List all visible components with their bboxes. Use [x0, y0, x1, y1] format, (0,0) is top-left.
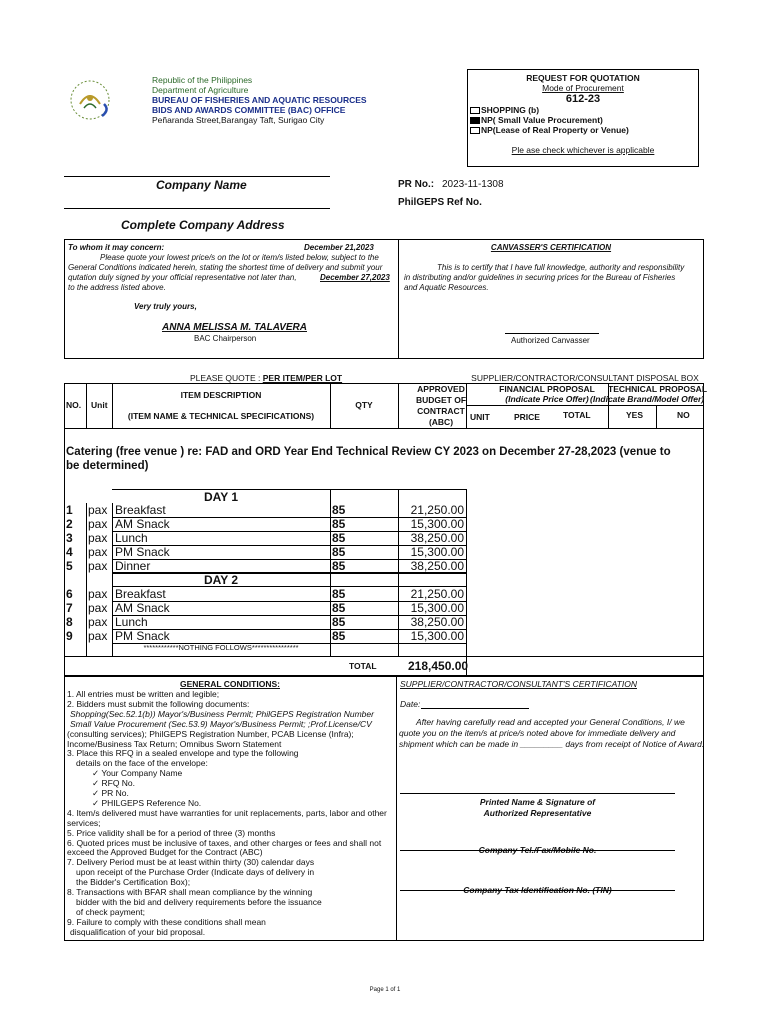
cell-qty: 85	[332, 629, 346, 643]
condition-line: 2. Bidders must submit the following documents:	[67, 698, 250, 709]
cell-abc: 15,300.00	[410, 629, 464, 643]
cell-desc: Lunch	[115, 615, 148, 629]
letter-line3: qutation duly signed by your official representative not later than,	[68, 273, 297, 282]
company-address-label: Complete Company Address	[121, 218, 285, 232]
pr-label: PR No.:	[398, 179, 435, 190]
signatory-title: BAC Chairperson	[194, 334, 257, 343]
cell-desc: AM Snack	[115, 517, 170, 531]
technical-proposal-title: TECHNICAL PROPOSAL	[608, 384, 708, 394]
header-department: Department of Agriculture	[152, 85, 249, 95]
total-value: 218,450.00	[408, 659, 469, 673]
canvasser-signature-label: Authorized Canvasser	[511, 336, 590, 345]
cell-qty: 85	[332, 531, 346, 545]
cell-desc: Breakfast	[115, 587, 166, 601]
supplier-cert-date: Date:	[400, 699, 421, 709]
bfar-logo	[66, 78, 114, 122]
page-number: Page 1 of 1	[369, 987, 401, 993]
letter-deadline: December 27,2023	[320, 273, 390, 282]
canvasser-line3: and Aquatic Resources.	[404, 283, 489, 292]
company-tel-label: Company Tel./Fax/Mobile No.	[478, 845, 597, 855]
day-1-label: DAY 1	[203, 490, 239, 504]
rfq-title: REQUEST FOR QUOTATION	[526, 73, 640, 83]
cell-abc: 15,300.00	[410, 545, 464, 559]
cell-desc: Lunch	[115, 531, 148, 545]
cell-abc: 15,300.00	[410, 601, 464, 615]
nothing-follows: ************NOTHING FOLLOWS****************	[143, 643, 299, 652]
col-item-description: ITEM DESCRIPTION	[180, 390, 262, 400]
condition-line: ✓ Your Company Name	[92, 768, 183, 779]
supplier-cert-title: SUPPLIER/CONTRACTOR/CONSULTANT'S CERTIFICATION	[400, 679, 637, 689]
condition-line: upon receipt of the Purchase Order (Indicate days of delivery in	[76, 867, 315, 878]
condition-line: (consulting services); PhilGEPS Registration Number, PCAB License (Infra);	[67, 728, 354, 739]
col-no-tech: NO	[677, 410, 690, 420]
col-total: TOTAL	[563, 410, 591, 420]
pr-value: 2023-11-1308	[442, 179, 504, 190]
condition-line: 9. Failure to comply with these conditions shall mean	[67, 916, 266, 927]
checkbox-icon[interactable]	[470, 107, 480, 114]
cell-qty: 85	[332, 559, 346, 573]
condition-line: disqualification of your bid proposal.	[70, 926, 206, 937]
cell-abc: 38,250.00	[410, 559, 464, 573]
cell-unit: pax	[88, 615, 108, 629]
col-unit-price-unit: UNIT	[470, 412, 490, 422]
cell-desc: Dinner	[115, 559, 151, 573]
cell-no: 3	[66, 531, 73, 545]
header-bureau: BUREAU OF FISHERIES AND AQUATIC RESOURCES	[152, 95, 367, 105]
rfq-option[interactable]: NP(Lease of Real Property or Venue)	[470, 125, 629, 135]
cell-qty: 85	[332, 517, 346, 531]
condition-line: Shopping(Sec.52.1(b)) Mayor's/Business Permit; PhilGEPS Registration Number	[70, 708, 374, 719]
technical-proposal-sub: (Indicate Brand/Model Offer)	[590, 394, 705, 404]
header-country: Republic of the Philippines	[152, 75, 253, 85]
condition-line: 1. All entries must be written and legible;	[67, 689, 220, 699]
rfq-note: Ple ase check whichever is applicable	[511, 145, 655, 155]
supplier-sig-name: Printed Name & Signature of	[479, 797, 596, 807]
condition-line: ✓ PHILGEPS Reference No.	[92, 797, 202, 808]
condition-line: exceed the Approved Budget for the Contract (ABC)	[67, 847, 263, 858]
conditions-title: GENERAL CONDITIONS:	[180, 679, 280, 689]
cell-qty: 85	[332, 587, 346, 601]
condition-line: services;	[67, 817, 101, 828]
project-title: Catering (free venue ) re: FAD and ORD Year End Technical Review CY 2023 on December 27-28,2023 (venue to be determined)	[66, 446, 671, 472]
supplier-cert-line1: After having carefully read and accepted your General Conditions, I/ we	[416, 717, 685, 727]
condition-line: Income/Business Tax Return; Omnibus Sworn Statement	[67, 738, 282, 749]
cell-unit: pax	[88, 503, 108, 517]
cell-no: 9	[66, 629, 73, 643]
supplier-cert-line2: quote you on the item/s at price/s noted above for immediate delivery and	[399, 728, 676, 738]
cell-unit: pax	[88, 545, 108, 559]
cell-unit: pax	[88, 587, 108, 601]
cell-desc: Breakfast	[115, 503, 166, 517]
cell-no: 8	[66, 615, 73, 629]
cell-desc: PM Snack	[115, 545, 170, 559]
rfq-option[interactable]: SHOPPING (b)	[470, 105, 539, 115]
condition-line: 4. Item/s delivered must have warranties for unit replacements, parts, labor and other	[67, 807, 387, 818]
cell-desc: AM Snack	[115, 601, 170, 615]
col-abc-2: BUDGET OF	[415, 395, 467, 405]
cell-abc: 38,250.00	[410, 531, 464, 545]
cell-no: 5	[66, 559, 73, 573]
condition-line: 5. Price validity shall be for a period of three (3) months	[67, 827, 276, 838]
col-abc-3: CONTRACT	[417, 406, 465, 416]
financial-proposal-title: FINANCIAL PROPOSAL	[499, 384, 595, 394]
canvasser-line1: This is to certify that I have full knowledge, authority and responsibility	[437, 263, 685, 272]
cell-qty: 85	[332, 601, 346, 615]
day-2-label: DAY 2	[203, 573, 239, 587]
col-abc-4: (ABC)	[428, 417, 454, 427]
financial-proposal-sub: (Indicate Price Offer)	[505, 394, 589, 404]
cell-qty: 85	[332, 503, 346, 517]
signatory-name: ANNA MELISSA M. TALAVERA	[162, 322, 307, 333]
cell-unit: pax	[88, 559, 108, 573]
col-no: NO.	[66, 400, 82, 410]
col-qty: QTY	[355, 400, 373, 410]
col-unit: Unit	[91, 400, 108, 410]
cell-no: 2	[66, 517, 73, 531]
rfq-number: 612-23	[565, 93, 601, 105]
condition-line: 6. Quoted prices must be inclusive of taxes, and other charges or fees and shall not	[67, 837, 382, 848]
philgeps-label: PhilGEPS Ref No.	[398, 197, 482, 208]
letter-closing: Very truly yours,	[134, 302, 197, 311]
letter-line1: Please quote your lowest price/s on the lot or item/s listed below, subject to the	[100, 253, 379, 262]
cell-no: 1	[66, 503, 73, 517]
cell-abc: 21,250.00	[410, 503, 464, 517]
condition-line: ✓ RFQ No.	[92, 778, 136, 789]
total-label: TOTAL	[349, 661, 377, 671]
cell-unit: pax	[88, 629, 108, 643]
condition-line: 8. Transactions with BFAR shall mean compliance by the winning	[67, 887, 313, 897]
cell-no: 4	[66, 545, 73, 559]
cell-qty: 85	[332, 615, 346, 629]
please-quote: PLEASE QUOTE : PER ITEM/PER LOT	[190, 373, 343, 383]
col-abc-1: APPROVED	[417, 384, 465, 394]
cell-no: 7	[66, 601, 73, 615]
condition-line: 3. Place this RFQ in a sealed envelope and type the following	[67, 748, 299, 759]
condition-line: details on the face of the envelope:	[76, 758, 208, 769]
cell-unit: pax	[88, 531, 108, 545]
cell-desc: PM Snack	[115, 629, 170, 643]
cell-abc: 38,250.00	[410, 615, 464, 629]
col-item-description-sub: (ITEM NAME & TECHNICAL SPECIFICATIONS)	[127, 411, 315, 421]
col-price: PRICE	[514, 412, 540, 422]
cell-qty: 85	[332, 545, 346, 559]
condition-line: ✓ PR No.	[92, 788, 129, 798]
cell-unit: pax	[88, 517, 108, 531]
condition-line: bidder with the bid and delivery requirements before the issuance	[76, 896, 322, 907]
canvasser-title: CANVASSER'S CERTIFICATION	[490, 243, 612, 252]
supplier-cert-line3: shipment which can be made in _________ days from receipt of Notice of Award.	[399, 739, 705, 749]
condition-line: 7. Delivery Period must be at least within thirty (30) calendar days	[67, 857, 315, 868]
letter-salutation: To whom it may concern:	[68, 243, 165, 252]
header-address: Peñaranda Street,Barangay Taft, Surigao City	[152, 115, 325, 125]
rfq-option[interactable]: NP( Small Value Procurement)	[470, 115, 603, 125]
header-office: BIDS AND AWARDS COMMITTEE (BAC) OFFICE	[152, 105, 346, 115]
checkbox-icon[interactable]	[470, 127, 480, 134]
cell-abc: 15,300.00	[410, 517, 464, 531]
rfq-mode-label: Mode of Procurement	[542, 83, 624, 93]
canvasser-line2: in distributing and/or guidelines in securing prices for the Bureau of Fisheries	[404, 273, 676, 282]
condition-line: the Bidder's Certification Box);	[76, 877, 191, 888]
checkbox-checked-icon[interactable]	[470, 117, 480, 124]
letter-date: December 21,2023	[304, 243, 374, 252]
letter-line4: to the address listed above.	[68, 283, 166, 292]
condition-line: of check payment;	[76, 906, 145, 917]
condition-line: Small Value Procurement (Sec.53.9) Mayor's/Business Permit; ;Prof.License/CV	[70, 718, 372, 729]
cell-abc: 21,250.00	[410, 587, 464, 601]
supplier-disposal-box-label: SUPPLIER/CONTRACTOR/CONSULTANT DISPOSAL BOX	[471, 373, 699, 383]
company-name-label: Company Name	[156, 178, 247, 192]
letter-line2: General Conditions indicated herein, stating the shortest time of delivery and submit your	[68, 263, 383, 272]
company-tin-label: Company Tax Identification No. (TIN)	[463, 885, 612, 895]
supplier-sig-title: Authorized Representative	[483, 808, 592, 818]
cell-no: 6	[66, 587, 73, 601]
cell-unit: pax	[88, 601, 108, 615]
col-yes: YES	[626, 410, 644, 420]
